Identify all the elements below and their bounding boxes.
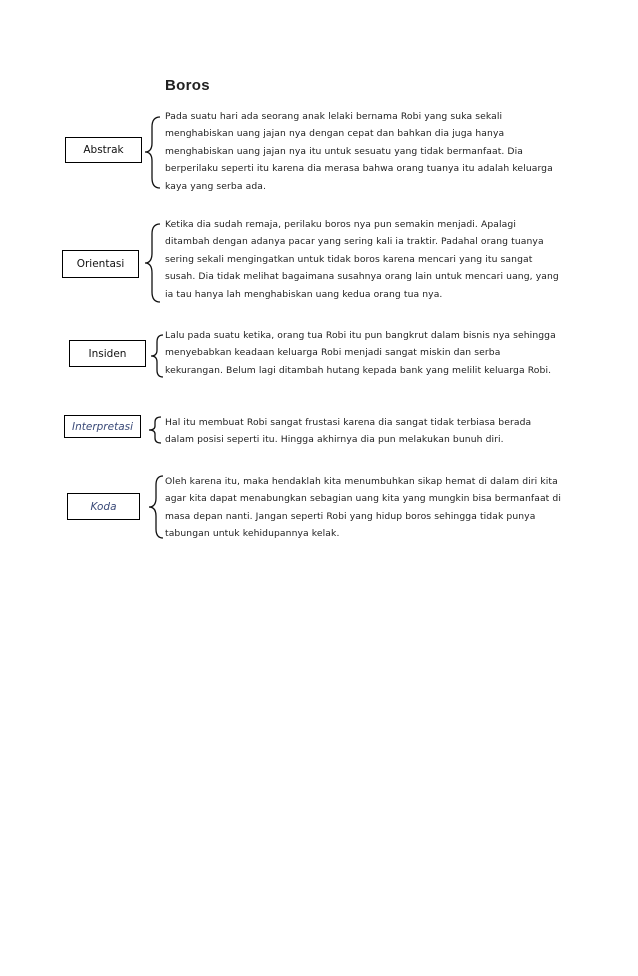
label-koda — [67, 493, 140, 520]
label-insiden-text: Insiden — [88, 347, 127, 360]
label-abstrak — [65, 137, 142, 163]
paragraph-koda — [165, 473, 565, 543]
text-line: sering sekali mengingatkan untuk tidak boros karena mencari yang itu sangat — [165, 253, 533, 265]
text-line: kekurangan. Belum lagi ditambah hutang kepada bank yang melilit keluarga Robi. — [165, 364, 552, 376]
brace-insiden — [148, 333, 166, 379]
brace-interpretasi — [146, 415, 164, 445]
text-line: Oleh karena itu, maka hendaklah kita menumbuhkan sikap hemat di dalam diri kita — [165, 476, 558, 487]
text-line: masa depan nanti. Jangan seperti Robi yang hidup boros sehingga tidak punya — [165, 510, 536, 522]
text-line: kaya yang serba ada. — [165, 180, 267, 192]
text-line: Hal itu membuat Robi sangat frustasi karena dia sangat tidak terbiasa berada — [165, 417, 532, 428]
label-orientasi — [62, 250, 139, 278]
text-line: berperilaku seperti itu karena dia merasa bahwa orang tuanya itu adalah keluarga — [165, 163, 553, 175]
paragraph-insiden — [165, 327, 565, 379]
text-line: dalam posisi seperti itu. Hingga akhirnya dia pun melakukan bunuh diri. — [165, 434, 504, 446]
paragraph-orientasi — [165, 216, 565, 303]
text-line: Lalu pada suatu ketika, orang tua Robi itu pun bangkrut dalam bisnis nya sehingga — [165, 330, 556, 341]
text-line: menghabiskan uang jajan nya dengan cepat dan bahkan dia juga hanya — [165, 128, 505, 140]
text-line: ia tau hanya lah menghabiskan uang kedua orang tua nya. — [165, 288, 443, 300]
label-interpretasi-text: Interpretasi — [71, 420, 134, 433]
paragraph-interpretasi — [165, 414, 565, 449]
label-interpretasi — [64, 415, 141, 438]
text-line: tabungan untuk kehidupannya kelak. — [165, 528, 340, 540]
brace-koda — [146, 474, 166, 540]
label-orientasi-text: Orientasi — [76, 258, 125, 270]
paragraph-abstrak — [165, 108, 565, 195]
text-line: menyebabkan keadaan keluarga Robi menjadi sangat miskin dan serba — [165, 347, 501, 359]
text-line: Ketika dia sudah remaja, perilaku boros nya pun semakin menjadi. Apalagi — [165, 219, 516, 230]
text-line: Pada suatu hari ada seorang anak lelaki bernama Robi yang suka sekali — [165, 111, 503, 122]
label-koda-text: Koda — [90, 500, 117, 513]
text-line: susah. Dia tidak melihat bagaimana susahnya orang lain untuk mencari uang, yang — [165, 271, 559, 283]
label-abstrak-text: Abstrak — [83, 144, 124, 156]
label-insiden — [69, 340, 146, 367]
brace-orientasi — [142, 222, 164, 304]
text-line: menghabiskan uang jajan nya itu untuk sesuatu yang tidak bermanfaat. Dia — [165, 145, 523, 157]
text-line: agar kita dapat menabungkan sebagian uang kita yang mungkin bisa bermanfaat di — [165, 493, 561, 505]
brace-abstrak — [142, 115, 164, 190]
document-title: Boros — [165, 77, 210, 94]
text-line: ditambah dengan adanya pacar yang sering kali ia traktir. Padahal orang tuanya — [165, 236, 544, 248]
